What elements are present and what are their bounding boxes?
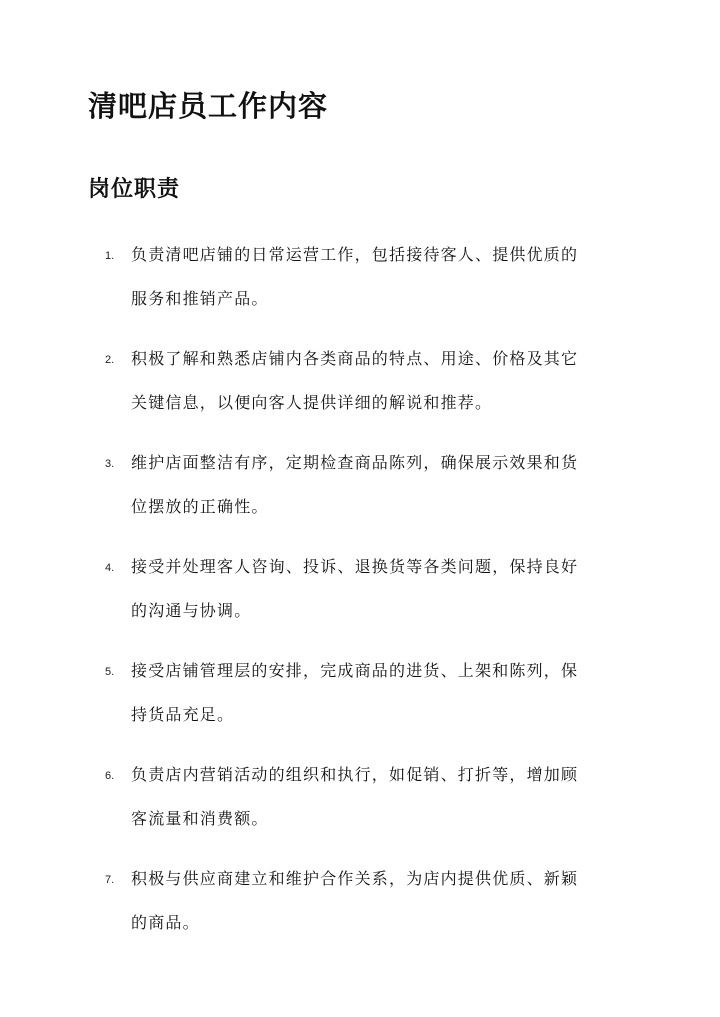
list-item-text-line: 维护店面整洁有序，定期检查商品陈列，确保展示效果和货 (131, 453, 579, 472)
list-item-number: 4. (105, 562, 115, 574)
list-item-number: 2. (105, 354, 115, 366)
list-item-text-line: 积极了解和熟悉店铺内各类商品的特点、用途、价格及其它 (131, 349, 579, 368)
list-item-5 (105, 652, 625, 756)
list-item-text-line: 关键信息，以便向客人提供详细的解说和推荐。 (131, 393, 493, 412)
list-item-text-line: 接受店铺管理层的安排，完成商品的进货、上架和陈列，保 (131, 661, 579, 680)
list-item-number: 1. (105, 250, 115, 262)
list-item-text-line: 负责店内营销活动的组织和执行，如促销、打折等，增加顾 (131, 765, 579, 784)
list-item-4 (105, 548, 625, 652)
duty-list (105, 236, 625, 964)
list-item-text-line: 的商品。 (131, 913, 200, 932)
list-item-number: 5. (105, 666, 115, 678)
list-item-text-line: 负责清吧店铺的日常运营工作，包括接待客人、提供优质的 (131, 245, 579, 264)
list-item-3 (105, 444, 625, 548)
list-item-6 (105, 756, 625, 860)
list-item-1 (105, 236, 625, 340)
list-item-text-line: 位摆放的正确性。 (131, 497, 269, 516)
list-item-text-line: 持货品充足。 (131, 705, 235, 724)
document-title: 清吧店员工作内容 (88, 89, 329, 123)
list-item-7 (105, 860, 625, 964)
list-item-text-line: 接受并处理客人咨询、投诉、退换货等各类问题，保持良好 (131, 557, 579, 576)
list-item-number: 3. (105, 458, 115, 470)
list-item-number: 7. (105, 874, 115, 886)
list-item-text-line: 的沟通与协调。 (131, 601, 252, 620)
list-item-text-line: 积极与供应商建立和维护合作关系，为店内提供优质、新颖 (131, 869, 579, 888)
list-item-number: 6. (105, 770, 115, 782)
list-item-text-line: 服务和推销产品。 (131, 289, 269, 308)
list-item-text-line: 客流量和消费额。 (131, 809, 269, 828)
section-title: 岗位职责 (88, 176, 181, 202)
list-item-2 (105, 340, 625, 444)
